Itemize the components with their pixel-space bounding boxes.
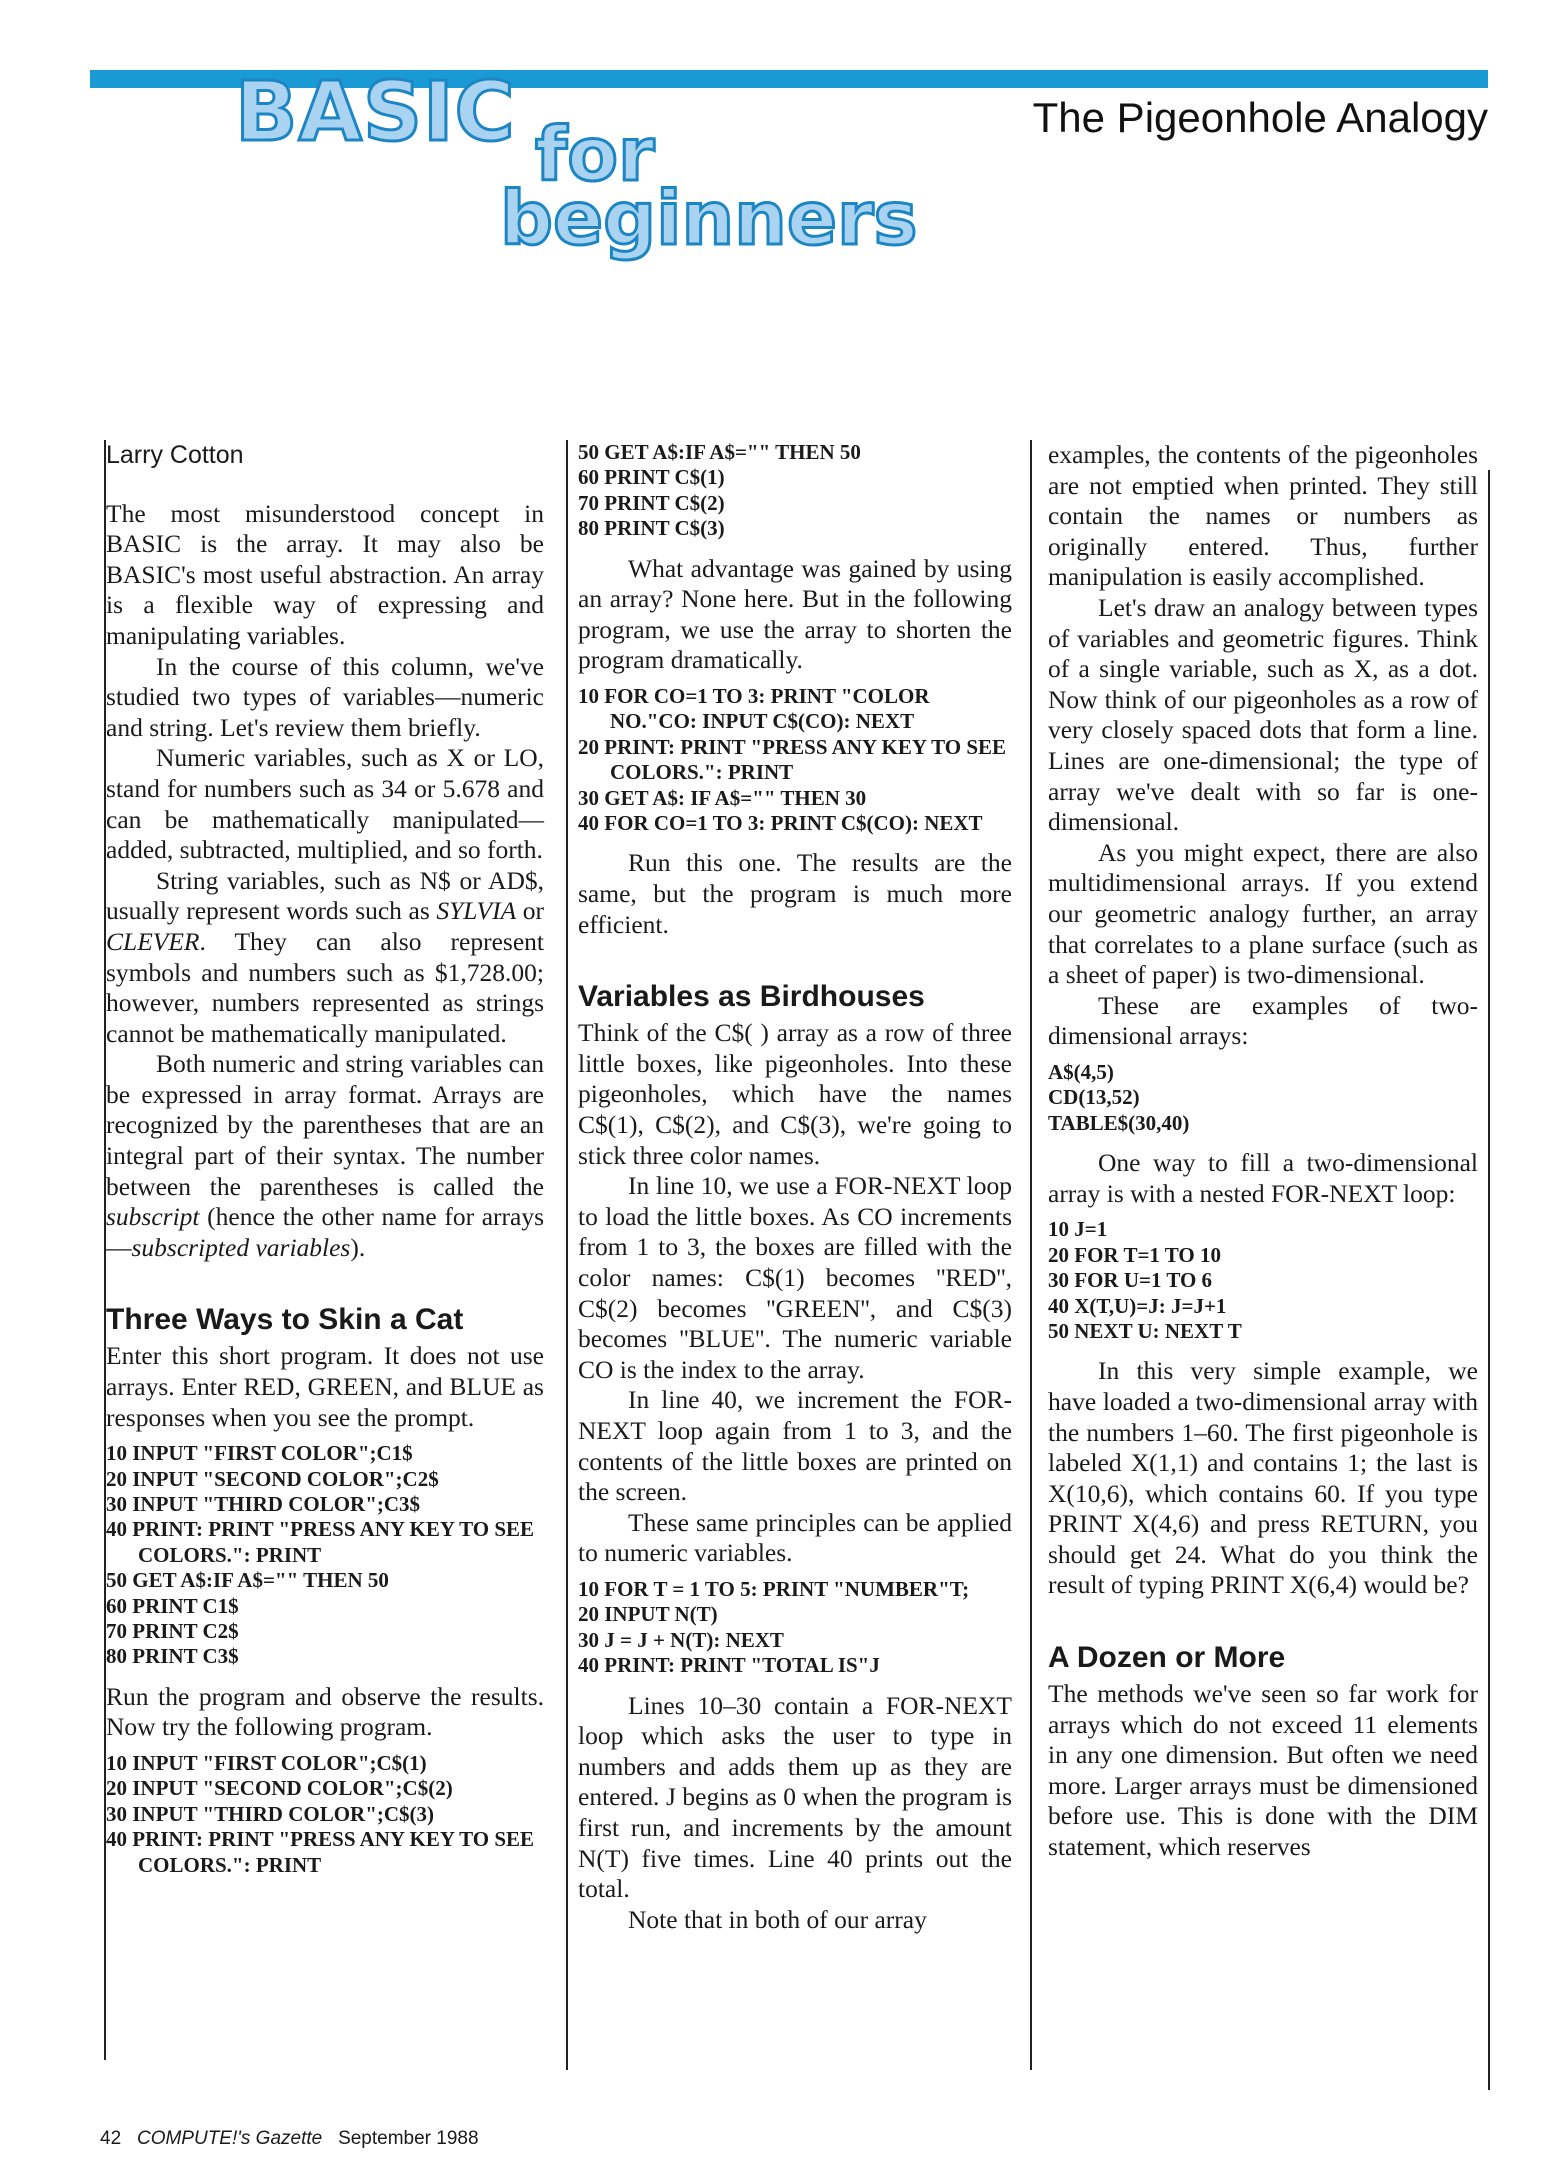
code-line: 30 GET A$: IF A$="" THEN 30: [578, 785, 867, 810]
text-run: Both numeric and string variables can be expressed in array format. Arrays are recognized by the parentheses that are an integral part of their syntax. The number between the parentheses is called the: [106, 1049, 544, 1201]
code-line: 40 X(T,U)=J: J=J+1: [1048, 1293, 1227, 1318]
code-line: 80 PRINT C3$: [106, 1644, 239, 1669]
code-listing: [106, 1441, 544, 1670]
code-line: 40 PRINT: PRINT "PRESS ANY KEY TO SEE COLORS.": PRINT: [106, 1517, 540, 1567]
code-line: 20 PRINT: PRINT "PRESS ANY KEY TO SEE COLORS.": PRINT: [578, 734, 1012, 785]
code-listing: [1048, 1060, 1478, 1136]
paragraph: The methods we've seen so far work for arrays which do not exceed 11 elements in any one dimension. But often we need more. Larger arrays must be dimensioned before use. This is done with the DIM statement, which reserves: [1048, 1679, 1478, 1862]
code-line: 50 GET A$:IF A$="" THEN 50: [578, 440, 861, 464]
paragraph: Let's draw an analogy between types of variables and geometric figures. Think of a single variable, such as X, as a dot. Now think of our pigeonholes as a row of very closely spaced dots that form a line. Lines are one-dimensional; the type of array we've dealt with so far is one-dimensional.: [1048, 592, 1478, 837]
italic-term: SYLVIA: [436, 896, 517, 926]
code-line: 30 FOR U=1 TO 6: [1048, 1268, 1213, 1293]
code-line: 10 FOR CO=1 TO 3: PRINT "COLOR NO."CO: INPUT C$(CO): NEXT: [578, 684, 935, 734]
code-line: 50 GET A$:IF A$="" THEN 50: [106, 1568, 389, 1593]
code-listing: [578, 684, 1012, 836]
code-line: 50 NEXT U: NEXT T: [1048, 1318, 1242, 1343]
text-run: . They can also represent symbols and numbers such as $1,728.00; however, numbers represented as strings cannot be mathematically manipulated.: [106, 926, 544, 1048]
code-line: CD(13,52): [1048, 1085, 1140, 1110]
column-rule-mid1: [566, 440, 568, 2070]
column-1: [106, 440, 544, 1890]
code-line: 10 J=1: [1048, 1217, 1108, 1242]
paragraph: Numeric variables, such as X or LO, stand for numbers such as 34 or 5.678 and can be mathematically manipulated—added, subtracted, multiplied, and so forth.: [106, 743, 544, 865]
code-line: TABLE$(30,40): [1048, 1110, 1190, 1135]
italic-term: subscript: [106, 1202, 200, 1232]
author-byline: Larry Cotton: [106, 441, 244, 469]
section-heading: A Dozen or More: [1048, 1641, 1286, 1675]
code-line: 60 PRINT C1$: [106, 1593, 239, 1618]
text-run: ).: [350, 1232, 366, 1262]
code-line: 40 FOR CO=1 TO 3: PRINT C$(CO): NEXT: [578, 811, 983, 836]
section-heading: Variables as Birdhouses: [578, 980, 925, 1014]
code-line: 30 INPUT "THIRD COLOR";C$(3): [106, 1801, 435, 1826]
logo-basic: BASIC: [235, 65, 516, 160]
paragraph: The most misunderstood concept in BASIC is the array. It may also be BASIC's most useful abstraction. An array is a flexible way of expressing and manipulating variables.: [106, 498, 544, 650]
code-line: 70 PRINT C$(2): [578, 490, 725, 515]
paragraph: These are examples of two-dimensional arrays:: [1048, 990, 1478, 1051]
italic-term: CLEVER: [106, 926, 200, 956]
code-listing: [578, 440, 1012, 542]
page-footer: [100, 2128, 479, 2150]
code-line: 30 J = J + N(T): NEXT: [578, 1627, 784, 1652]
paragraph: [106, 866, 544, 1050]
paragraph: In the course of this column, we've studied two types of variables—numeric and string. Let's review them briefly.: [106, 651, 544, 742]
code-line: 20 INPUT "SECOND COLOR";C2$: [106, 1466, 439, 1491]
code-line: 10 INPUT "FIRST COLOR";C$(1): [106, 1751, 427, 1776]
paragraph: Enter this short program. It does not use arrays. Enter RED, GREEN, and BLUE as responses when you see the prompt.: [106, 1341, 544, 1432]
paragraph: In line 40, we increment the FOR-NEXT loop again from 1 to 3, and the contents of the little boxes are printed on the screen.: [578, 1385, 1012, 1507]
code-listing: [578, 1577, 1012, 1679]
publication-name: COMPUTE!'s Gazette: [136, 2128, 323, 2149]
code-line: 20 INPUT "SECOND COLOR";C$(2): [106, 1776, 453, 1801]
code-line: 30 INPUT "THIRD COLOR";C3$: [106, 1492, 421, 1517]
logo-beginners: beginners: [500, 176, 918, 262]
text-run: or: [516, 896, 544, 926]
paragraph: As you might expect, there are also multidimensional arrays. If you extend our geometric analogy further, an array that correlates to a plane surface (such as a sheet of paper) is two-dimensional.: [1048, 837, 1478, 990]
italic-term: subscripted variables: [131, 1232, 351, 1262]
paragraph: examples, the contents of the pigeonholes are not emptied when printed. They still contain the names or numbers as originally entered. Thus, further manipulation is easily accomplished.: [1048, 440, 1478, 592]
issue-date: September 1988: [338, 2128, 479, 2149]
text-run: String variables, such as N$ or AD$, usually represent words such as: [106, 865, 544, 926]
code-line: 20 FOR T=1 TO 10: [1048, 1242, 1222, 1267]
logo-for: for: [535, 112, 655, 198]
paragraph: In this very simple example, we have loaded a two-dimensional array with the numbers 1–60. The first pigeonhole is labeled X(1,1) and contains 1; the last is X(10,6), which contains 60. If you type PRINT X(4,6) and press RETURN, you should get 24. What do you think the result of typing PRINT X(6,4) would be?: [1048, 1356, 1478, 1600]
code-line: 70 PRINT C2$: [106, 1619, 239, 1644]
code-line: 40 PRINT: PRINT "PRESS ANY KEY TO SEE COLORS.": PRINT: [106, 1827, 540, 1877]
paragraph: [106, 1049, 544, 1263]
paragraph: Think of the C$( ) array as a row of three little boxes, like pigeonholes. Into these pigeonholes, which have the names C$(1), C$(2), and C$(3), we're going to stick three color names.: [578, 1018, 1012, 1170]
section-heading: Three Ways to Skin a Cat: [106, 1303, 464, 1337]
page-number: 42: [100, 2128, 122, 2149]
paragraph: Run the program and observe the results. Now try the following program.: [106, 1681, 544, 1742]
code-line: 20 INPUT N(T): [578, 1602, 718, 1627]
code-line: A$(4,5): [1048, 1059, 1114, 1084]
paragraph: In line 10, we use a FOR-NEXT loop to load the little boxes. As CO increments from 1 to 3, the boxes are filled with the color names: C$(1) becomes ''RED'', C$(2) becomes ''GREEN'', and C$(3) becomes ''BLUE''. The numeric variable CO is the index to the array.: [578, 1171, 1012, 1384]
text-run: (hence the other name for arrays—: [106, 1202, 544, 1262]
code-line: 60 PRINT C$(1): [578, 465, 725, 490]
paragraph: Run this one. The results are the same, but the program is much more efficient.: [578, 848, 1012, 939]
paragraph: Note that in both of our array: [628, 1904, 927, 1934]
code-line: 10 FOR T = 1 TO 5: PRINT "NUMBER"T;: [578, 1576, 970, 1601]
code-line: 80 PRINT C$(3): [578, 516, 725, 541]
article-title: The Pigeonhole Analogy: [1032, 94, 1488, 141]
code-line: 10 INPUT "FIRST COLOR";C1$: [106, 1441, 413, 1466]
column-rule-right: [1488, 470, 1490, 2090]
column-rule-mid2: [1030, 440, 1032, 2070]
column-2: [578, 440, 1012, 1935]
paragraph: One way to fill a two-dimensional array is with a nested FOR-NEXT loop:: [1048, 1148, 1478, 1208]
code-listing: [1048, 1217, 1478, 1344]
code-listing: [106, 1751, 544, 1878]
code-line: 40 PRINT: PRINT "TOTAL IS"J: [578, 1653, 880, 1678]
paragraph: Lines 10–30 contain a FOR-NEXT loop which asks the user to type in numbers and adds them up as they are entered. J begins as 0 when the program is first run, and increments by the amount N(T) five times. Line 40 prints out the total.: [578, 1690, 1012, 1904]
paragraph: What advantage was gained by using an array? None here. But in the following program, we use the array to shorten the program dramatically.: [578, 553, 1012, 675]
column-3: [1048, 440, 1478, 1863]
paragraph: These same principles can be applied to numeric variables.: [578, 1507, 1012, 1568]
